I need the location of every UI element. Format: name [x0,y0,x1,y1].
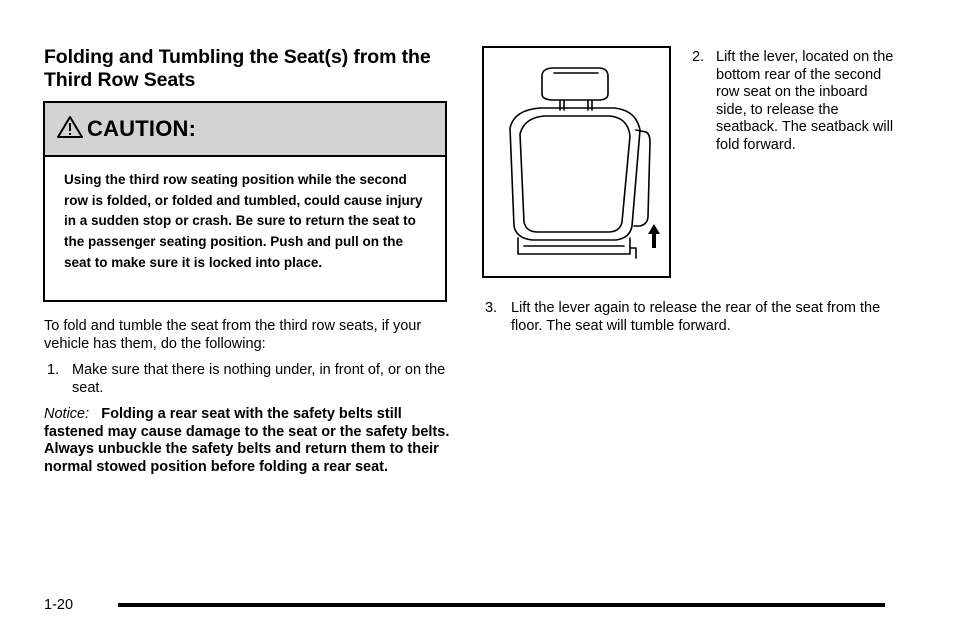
caution-label: CAUTION: [87,116,197,141]
section-title: Folding and Tumbling the Seat(s) from the Third Row Seats [44,46,431,91]
step-item [485,300,915,335]
intro-paragraph: To fold and tumble the seat from the third row seats, if your vehicle has them, do the following: [44,318,422,352]
step-item [47,362,452,397]
step-text: Lift the lever, located on the bottom rear of the second row seat on the inboard side, to release the seatback. The seatback will fold forward. [716,49,894,153]
step-number: 2. [692,49,705,65]
step-number: 3. [485,300,498,316]
seat-lever-illustration [482,46,671,278]
step-item [692,49,902,154]
step-text: Make sure that there is nothing under, in front of, or on the seat. [72,362,446,396]
notice-label: Notice: [44,406,90,422]
seat-drawing [484,48,669,276]
notice-text: Folding a rear seat with the safety belts still fastened may cause damage to the seat or the safety belts. Always unbuckle the safety belts and return them to their normal stowed position before folding a rear seat. [44,406,450,475]
caution-box [43,101,447,302]
page-number: 1-20 [44,597,74,613]
step-number: 1. [47,362,60,378]
notice-paragraph [44,406,454,476]
step-text: Lift the lever again to release the rear of the seat from the floor. The seat will tumble forward. [511,300,881,334]
caution-header [45,103,445,157]
caution-text: Using the third row seating position while the second row is folded, or folded and tumbled, could cause injury in a sudden stop or crash. Be sure to return the seat to the passenger seating position. Push and pull on the seat to make sure it is locked into place. [64,172,423,270]
footer-rule [118,603,885,607]
warning-triangle-icon [55,114,85,140]
